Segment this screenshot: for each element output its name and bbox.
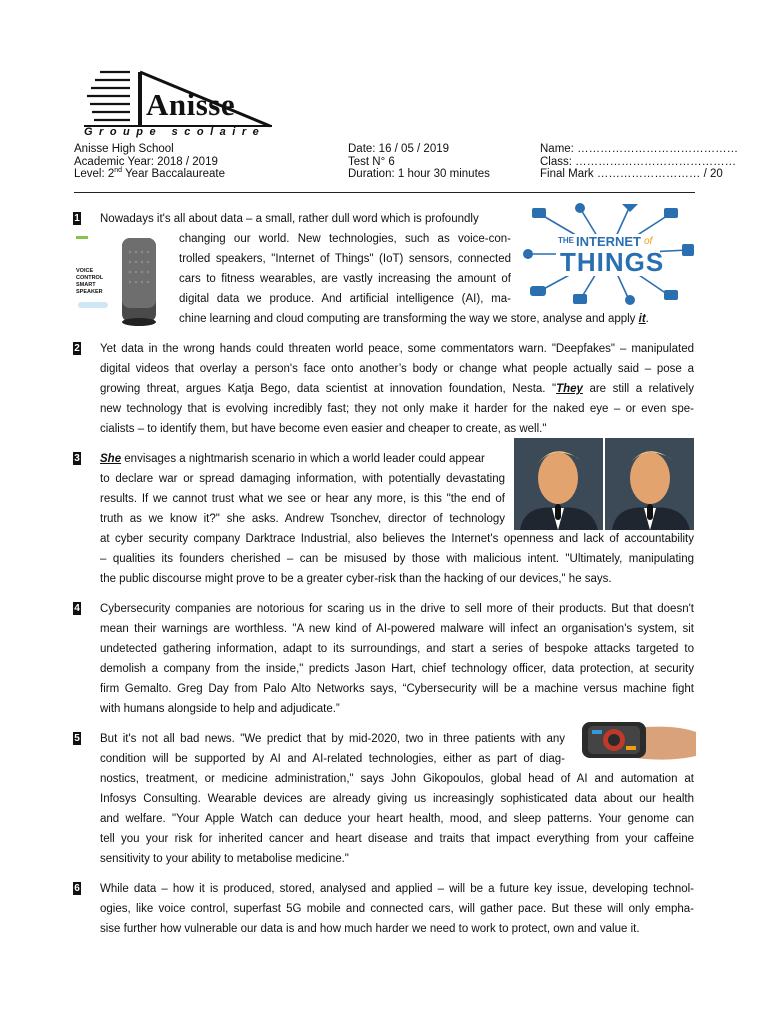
logo-tagline: Groupe scolaire (84, 126, 266, 138)
p5-line-6: tell you your risk for inherited cancer and heart disease and traits that impact everything from your caffeine (100, 833, 694, 845)
p1-line-6-end: . (645, 313, 649, 325)
academic-year: Academic Year: 2018 / 2019 (74, 155, 218, 168)
iot-title-of: of (644, 236, 653, 247)
logo-brand: Anisse (146, 87, 236, 122)
p4-line-6: with humans alongside to help and adjudicate.” (100, 703, 340, 715)
p2-line-5: cialists – to identify them, but have become even easier and cheaper to create, as well." (100, 423, 547, 435)
header-middle (348, 143, 490, 181)
paragraph-number-3: 3 (74, 453, 80, 464)
p5-line-3: nostics, treatment, or medicine administration," says John Gikopoulos, global head of AI and automation at (100, 773, 694, 785)
internet-of-things-image (520, 200, 696, 308)
paragraph-number-5: 5 (74, 733, 80, 744)
p2-line-3 (100, 382, 694, 396)
p6-line-3: sise further how vulnerable our data is and how much harder we need to work to protect, own and value it. (100, 923, 640, 935)
p1-line-6 (179, 312, 649, 326)
test-date: Date: 16 / 05 / 2019 (348, 143, 450, 155)
p2-line-3-end: are still a relatively (582, 383, 694, 395)
paragraph-number-2: 2 (74, 343, 80, 354)
test-duration: Duration: 1 hour 30 minutes (348, 168, 490, 180)
deepfake-comparison-image (514, 438, 694, 530)
final-mark-field[interactable]: Final Mark ……………………… / 20 (540, 168, 723, 180)
p1-line-2: changing our world. New technologies, such as voice-con- (179, 233, 511, 245)
p2-emphasis-they: They (556, 383, 583, 395)
level-pre: Level: 2 (74, 168, 115, 180)
p3-line-2: to declare war or spread damaging information, with potentially devastating (100, 473, 505, 485)
p5-line-7: sensitivity to your ability to metabolise medicine." (100, 853, 349, 865)
p1-line-1: Nowadays it's all about data – a small, rather dull word which is profoundly (100, 213, 479, 225)
p5-line-1: But it's not all bad news. "We predict that by mid-2020, two in three patients with any (100, 733, 565, 745)
p6-line-2: ogies, like voice control, superfast 5G mobile and connected cars, will gather pace. But these will only empha- (100, 903, 694, 915)
level-sup: nd (114, 167, 123, 175)
p2-line-2: digital videos that overlay a person's face onto another’s body or change what people actually said – pose a (100, 363, 694, 375)
p1-line-5: digital data we produce. And artificial intelligence (AI), ma- (179, 293, 511, 305)
p3-line-6: – qualities its founders cherished – can be misused by those with malicious intent. "Ultimately, manipulating (100, 553, 694, 565)
smartwatch-wrist-image (574, 710, 696, 768)
p5-line-2: condition will be supported by AI and AI-related technologies, either as part of diag- (100, 753, 565, 765)
p2-line-1: Yet data in the wrong hands could threaten world peace, some commentators warn. "Deepfakes" – manipulated (100, 343, 694, 355)
p2-line-3-text: growing threat, argues Katja Bego, data scientist at innovation foundation, Nesta. " (100, 383, 557, 395)
paragraph-number-1: 1 (74, 213, 80, 224)
smartwatch-icon (574, 710, 696, 768)
paragraph-number-6: 6 (74, 883, 80, 894)
class-field[interactable]: Class: …………………………………… (540, 155, 737, 168)
header-divider (74, 192, 695, 193)
p4-line-4: demolish a company from the inside," predicts Jason Hart, chief technology officer, data protection, at security (100, 663, 694, 675)
p3-line-3: results. If we cannot trust what we see or hear any more, is this "the end of (100, 493, 505, 505)
deepfake-faces-icon (514, 438, 694, 530)
p3-line-4: truth as we know it?" she asks. Andrew Tsonchev, director of technology (100, 513, 505, 525)
p1-emphasis-it: it (638, 313, 646, 325)
p1-line-3: trolled speakers, "Internet of Things" (IoT) sensors, connected (179, 253, 511, 265)
iot-title-small: THE (558, 236, 574, 245)
smart-speaker-image (74, 232, 174, 328)
school-logo (82, 68, 278, 140)
p3-emphasis-she: She (100, 453, 122, 465)
p2-line-4: new technology that is evolving incredibly fast; they not only make it harder for the naked eye – or even spe- (100, 403, 694, 415)
paragraph-number-4: 4 (74, 603, 80, 614)
p5-line-5: and welfare. "Your Apple Watch can deduce your heart health, mood, and sleep patterns. Your genome can (100, 813, 694, 825)
speaker-label: VOICE CONTROL SMART SPEAKER (76, 268, 104, 295)
header-left (74, 143, 225, 181)
p4-line-2: mean their warnings are worthless. "A new kind of AI-powered malware will infect an organisation's system, sit (100, 623, 694, 635)
p4-line-3: undetected gathering information, adapt to its surroundings, and start a series of bespoke attacks targeted to (100, 643, 694, 655)
header-right (540, 143, 738, 181)
test-number: Test N° 6 (348, 155, 395, 168)
iot-title-big: THINGS (560, 247, 665, 277)
student-name-field[interactable]: Name: …………………………………… (540, 143, 739, 155)
iot-title-mid: INTERNET (576, 234, 641, 249)
level (74, 168, 225, 181)
school-name: Anisse High School (74, 143, 174, 155)
p6-line-1: While data – how it is produced, stored, analysed and applied – will be a future key issue, developing technol- (100, 883, 694, 895)
p3-line-5: at cyber security company Darktrace Industrial, also believes the Internet's openness and lack of accountability (100, 533, 694, 545)
p3-line-7: the public discourse might prove to be a greater cyber-risk than the hacking of our devices," he says. (100, 573, 612, 585)
p5-line-4: Infosys Consulting. Wearable devices are already giving us increasingly sophisticated data about our health (100, 793, 694, 805)
p4-line-5: firm Gemalto. Greg Day from Palo Alto Networks says, “Cybersecurity will be a machine versus machine fight (100, 683, 694, 695)
level-post: Year Baccalaureate (122, 168, 226, 180)
p3-line-1-text: envisages a nightmarish scenario in which a world leader could appear (121, 453, 485, 465)
p1-line-4: cars to fitness wearables, are vastly increasing the amount of (179, 273, 511, 285)
p1-line-6-text: chine learning and cloud computing are transforming the way we store, analyse and apply (179, 313, 639, 325)
p4-line-1: Cybersecurity companies are notorious for scaring us in the drive to sell more of their products. But that doesn't (100, 603, 694, 615)
p3-line-1 (100, 452, 505, 466)
